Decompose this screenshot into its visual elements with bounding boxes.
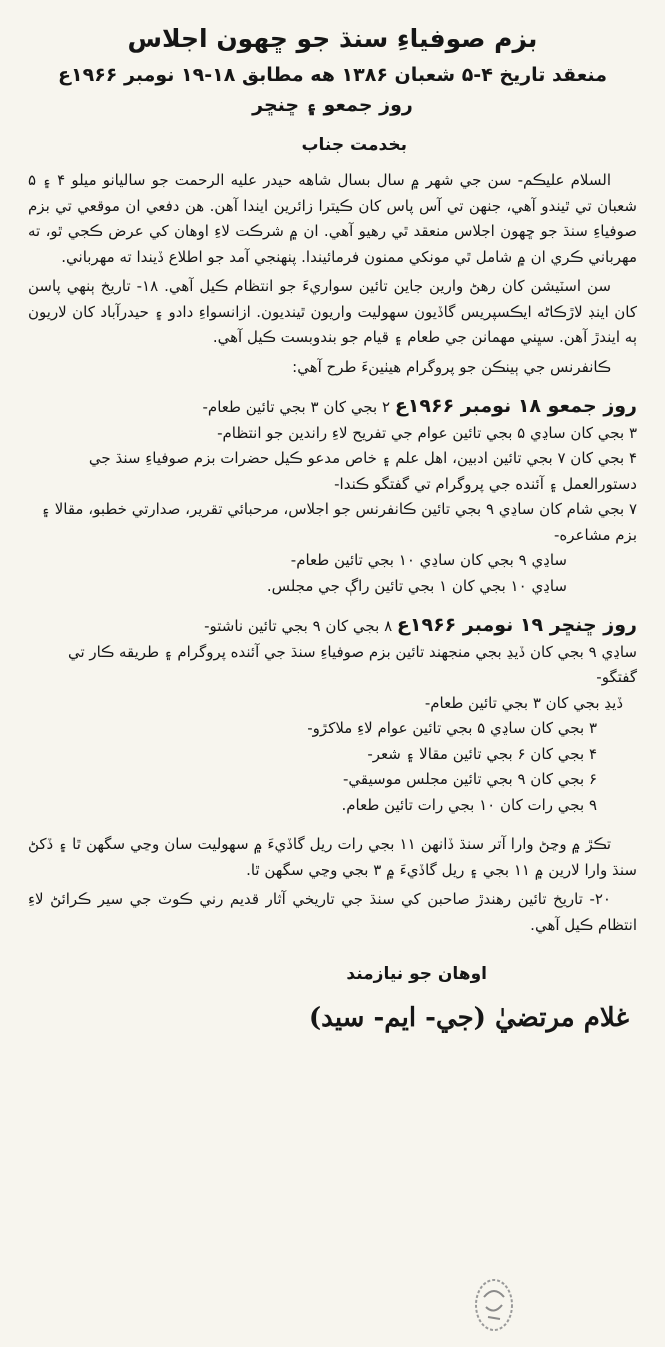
sign-off: اوهان جو نيازمند [346, 964, 487, 984]
departure-paragraph: تڪڙ ۾ وڃڻ وارا آتر سنڌ ڏانهن ۱۱ بجي رات ريل گاڏيءَ ۾ سهوليت سان وڃي سگهن ٿا ۽ ڏکڻ سنڌ وارا لارين ۾ ۱۱ بجي ۽ ريل گاڏيءَ ۾ ۳ بجي وڃي سگهن ٿا. [28, 835, 637, 879]
date-line: منعقد تاريخ ۴-۵ شعبان ۱۳۸۶ هه مطابق ۱۸-۱۹ نومبر ۱۹۶۶ع [58, 64, 607, 86]
day1-item: ساڍي ۹ بجي کان ساڍي ۱۰ بجي تائين طعام- [290, 551, 567, 569]
ink-stamp-mark [470, 1275, 518, 1335]
day2-item: ۴ بجي کان ۶ بجي تائين مقالا ۽ شعر- [367, 744, 597, 763]
transport-paragraph: سن اسٽيشن کان رهڻ وارين جاين تائين سواريءَ جو انتظام ڪيل آهي. ۱۸- تاريخ ٻنهي پاسن کان اينڊ لاڙڪاڻه ايڪسپريس گاڏيون سهوليت واريون ٿينديون. ازانسواءِ دادو ۽ حيدرآباد کان لاريون ٻه ايندڙ آهن. سڀني مهمانن جي طعام ۽ قيام جو بندوبست ڪيل آهي. [28, 277, 637, 346]
day1-item: ۳ بجي کان ساڍي ۵ بجي تائين عوام جي تفريح لاءِ راندين جو انتظام- [217, 423, 637, 442]
day1-heading-row [28, 394, 637, 421]
day2-item: ڏيڍ بجي کان ۳ بجي تائين طعام- [424, 693, 623, 712]
day1-item: ساڍي ۱۰ بجي کان ۱ بجي تائين راڳ جي مجلس. [266, 576, 567, 595]
intro-paragraph: السلام عليڪم- سن جي شهر ۾ سال بسال شاهه حيدر عليه الرحمت جو ساليانو ميلو ۴ ۽ ۵ شعبان تي ٿيندو آهي، جنهن تي آس پاس کان ڪيترا زائرين ايندا آهن. هن دفعي ان موقعي تي بزم صوفياءِ سنڌ جو ڇهون اجلاس منعقد ٿي رهيو آهي. ان ۾ شرڪت لاءِ اوهان کي عرض ڪجي ٿو، ته مهرباني ڪري ان ۾ شامل ٿي مونکي ممنون فرمائيندا. پنهنجي آمد جو اطلاع ڏيندا ته مهرباني. [28, 171, 637, 266]
excursion-paragraph: ۲۰- تاريخ تائين رهندڙ صاحبن کي سنڌ جي تاريخي آثار قديم رني ڪوٽ جي سير ڪرائڻ لاءِ انتظام ڪيل آهي. [28, 890, 637, 934]
signature: غلام مرتضيٰ (جي- ايم- سيد) [308, 1003, 629, 1033]
day2-item: ۶ بجي کان ۹ بجي تائين مجلس موسيقي- [342, 770, 597, 788]
day2-item: ۳ بجي کان ساڍي ۵ بجي تائين عوام لاءِ ملاکڙو- [307, 719, 597, 737]
salutation-heading: بخدمت جناب [301, 135, 407, 155]
days-line: روز جمعو ۽ ڇنڇر [252, 94, 413, 116]
program-intro: ڪانفرنس جي ٻينڪن جو پروگرام هيٺينءَ طرح آهي: [292, 357, 611, 376]
page-title: بزم صوفياءِ سنڌ جو ڇهون اجلاس [127, 24, 538, 53]
day2-heading: روز ڇنڇر ۱۹ نومبر ۱۹۶۶ع [396, 614, 637, 636]
day1-item: ۷ بجي شام کان ساڍي ۹ بجي تائين ڪانفرنس جو اجلاس، مرحبائي تقرير، صدارتي خطبو، مقالا ۽ بزم مشاعره- [41, 500, 637, 544]
day2-heading-tail: ۸ بجي کان ۹ بجي تائين ناشتو- [204, 617, 393, 635]
day2-item: ۹ بجي رات کان ۱۰ بجي رات تائين طعام. [341, 795, 597, 814]
day1-heading: روز جمعو ۱۸ نومبر ۱۹۶۶ع [394, 395, 637, 417]
day2-heading-row [28, 613, 637, 640]
day2-item: ساڍي ۹ بجي کان ڏيڍ بجي منجهند تائين بزم صوفياءِ سنڌ جي آئنده پروگرام ۽ طريقه ڪار تي گفتگو- [67, 642, 637, 686]
day1-item: ۴ بجي کان ۷ بجي تائين ادبين، اهل علم ۽ خاص مدعو ڪيل حضرات بزم صوفياءِ سنڌ جي دستورالعمل ۽ آئنده جي پروگرام تي گفتگو ڪندا- [88, 449, 637, 493]
day1-heading-tail: ۲ بجي کان ۳ بجي تائين طعام- [202, 398, 391, 416]
